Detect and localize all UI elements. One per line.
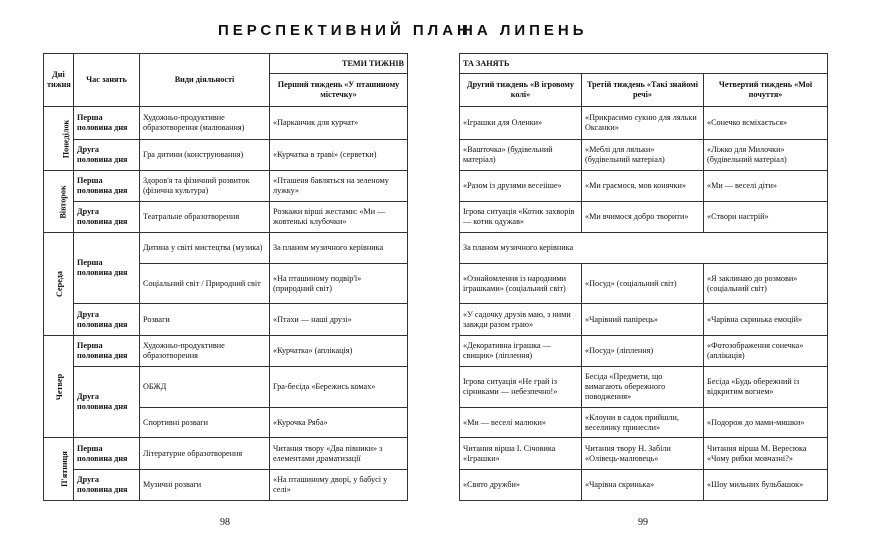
header-days: Дні тижня bbox=[44, 54, 74, 107]
activity-cell: Розваги bbox=[140, 304, 270, 336]
activity-cell: Художньо-продуктивне образотворення bbox=[140, 336, 270, 367]
half-second: Друга половина дня bbox=[74, 304, 140, 336]
week1-cell: «На пташиному подвір'ї» (природний світ) bbox=[270, 264, 408, 304]
plan-table-right bbox=[459, 53, 828, 501]
activity-cell: Спортивні розваги bbox=[140, 408, 270, 438]
half-second: Друга половина дня bbox=[74, 140, 140, 171]
week2-cell: «У садочку друзів маю, з ними завжди разом граю» bbox=[460, 304, 582, 336]
week1-cell: Гра-бесіда «Бережись комах» bbox=[270, 367, 408, 408]
half-first: Перша половина дня bbox=[74, 107, 140, 140]
week4-cell: «Ми — веселі діти» bbox=[704, 171, 828, 202]
activity-cell: ОБЖД bbox=[140, 367, 270, 408]
half-second: Друга половина дня bbox=[74, 202, 140, 233]
week4-cell: «Створи настрій» bbox=[704, 202, 828, 233]
day-friday: П'ятниця bbox=[44, 438, 74, 501]
page-title-right: НА ЛИПЕНЬ bbox=[462, 22, 588, 39]
week4-cell: «Фотозображення сонечка» (аплікація) bbox=[704, 336, 828, 367]
half-first: Перша половина дня bbox=[74, 438, 140, 470]
week4-cell: «Ліжко для Милочки» (будівельний матеріал) bbox=[704, 140, 828, 171]
week2-cell: Читання вірша І. Січовика «Іграшки» bbox=[460, 438, 582, 470]
week2-cell: «Ми — веселі малюки» bbox=[460, 408, 582, 438]
activity-cell: Гра дитини (конструювання) bbox=[140, 140, 270, 171]
week2-cell: «Разом із друзями весеііше» bbox=[460, 171, 582, 202]
header-week3: Третій тиждень «Такі знайомі речі» bbox=[582, 74, 704, 107]
week4-cell: «Подорож до мами-мишки» bbox=[704, 408, 828, 438]
page-title-left: ПЕРСПЕКТИВНИЙ ПЛАН bbox=[218, 22, 472, 39]
week3-cell: Читання твору Н. Забіли «Олівець-малювець» bbox=[582, 438, 704, 470]
activity-cell: Дитина у світі мистецтва (музика) bbox=[140, 233, 270, 264]
header-themes: ТЕМИ ТИЖНІВ bbox=[270, 54, 408, 74]
activity-cell: Музичні розваги bbox=[140, 470, 270, 501]
page-number-right: 99 bbox=[638, 517, 648, 528]
day-wednesday: Середа bbox=[44, 233, 74, 336]
day-tuesday: Вівторок bbox=[44, 171, 74, 233]
half-first: Перша половина дня bbox=[74, 233, 140, 304]
week1-cell: «Курчатка» (аплікація) bbox=[270, 336, 408, 367]
week3-cell: «Ми вчимося добро творити» bbox=[582, 202, 704, 233]
week3-cell: Бесіда «Предмети, що вимагають обережного поводження» bbox=[582, 367, 704, 408]
week3-cell: «Посуд» (ліплення) bbox=[582, 336, 704, 367]
week1-cell: «Курчатка в траві» (серветки) bbox=[270, 140, 408, 171]
week2-cell: «Ознайомлення із народними іграшками» (соціальний світ) bbox=[460, 264, 582, 304]
header-time: Час занять bbox=[74, 54, 140, 107]
activity-cell: Художньо-продуктивне образотворення (малювання) bbox=[140, 107, 270, 140]
day-monday: Понеділок bbox=[44, 107, 74, 171]
week1-cell: Розкажи вірші жестами: «Ми — жовтенькі клубочки» bbox=[270, 202, 408, 233]
week3-cell: «Чарівна скринька» bbox=[582, 470, 704, 501]
header-themes-cont: ТА ЗАНЯТЬ bbox=[460, 54, 828, 74]
activity-cell: Літературне образотворення bbox=[140, 438, 270, 470]
activity-cell: Соціальний світ / Природний світ bbox=[140, 264, 270, 304]
half-second: Друга половина дня bbox=[74, 367, 140, 438]
activity-cell: Здоров'я та фізичний розвиток (фізична культура) bbox=[140, 171, 270, 202]
week4-cell: «Шоу мильних бульбашок» bbox=[704, 470, 828, 501]
week2-cell: Ігрова ситуація «Котик захворів — котик одужав» bbox=[460, 202, 582, 233]
week1-cell: «Птахи — наші друзі» bbox=[270, 304, 408, 336]
week4-cell: «Я заклинаю до розмови» (соціальний світ) bbox=[704, 264, 828, 304]
week1-cell: «Пташеня бавляться на зеленому лужку» bbox=[270, 171, 408, 202]
week3-cell: «Чарівний папірець» bbox=[582, 304, 704, 336]
week3-cell: «Посуд» (соціальний світ) bbox=[582, 264, 704, 304]
header-week2: Другий тиждень «В ігровому колі» bbox=[460, 74, 582, 107]
week1-cell: «Курочка Ряба» bbox=[270, 408, 408, 438]
week3-cell: «Ми граємося, мов конячки» bbox=[582, 171, 704, 202]
music-span-cell: За планом музичного керівника bbox=[460, 233, 828, 264]
week4-cell: «Чарівна скринька емоцій» bbox=[704, 304, 828, 336]
week4-cell: Бесіда «Будь обережний із відкритим вогнем» bbox=[704, 367, 828, 408]
week1-cell: Читання твору «Два півники» з елементами драматизації bbox=[270, 438, 408, 470]
week2-cell: Ігрова ситуація «Не грай із сірниками — небезпечно!» bbox=[460, 367, 582, 408]
week2-cell: «Вашточка» (будівельний матеріал) bbox=[460, 140, 582, 171]
header-activity: Види діяльності bbox=[140, 54, 270, 107]
header-week4: Четвертий тиждень «Мої почуття» bbox=[704, 74, 828, 107]
header-week1: Перший тиждень «У пташиному містечку» bbox=[270, 74, 408, 107]
week2-cell: «Свято дружби» bbox=[460, 470, 582, 501]
week3-cell: «Клоуни в садок прийшли, веселинку принесли» bbox=[582, 408, 704, 438]
activity-cell: Театральне образотворення bbox=[140, 202, 270, 233]
week3-cell: «Прикрасимо сукню для ляльки Оксанки» bbox=[582, 107, 704, 140]
half-first: Перша половина дня bbox=[74, 336, 140, 367]
day-thursday: Четвер bbox=[44, 336, 74, 438]
week4-cell: Читання вірша М. Вересюка «Чому рибки мовчазні?» bbox=[704, 438, 828, 470]
half-first: Перша половина дня bbox=[74, 171, 140, 202]
week3-cell: «Меблі для ляльки» (будівельний матеріал) bbox=[582, 140, 704, 171]
week2-cell: «Декоративна іграшка — свищик» (ліплення) bbox=[460, 336, 582, 367]
week1-cell: За планом музичного керівника bbox=[270, 233, 408, 264]
week4-cell: «Сонечко всміхається» bbox=[704, 107, 828, 140]
half-second: Друга половина дня bbox=[74, 470, 140, 501]
week1-cell: «Парканчик для курчат» bbox=[270, 107, 408, 140]
week2-cell: «Іграшки для Оленки» bbox=[460, 107, 582, 140]
plan-table-left bbox=[43, 53, 408, 501]
page-number-left: 98 bbox=[220, 517, 230, 528]
week1-cell: «На пташиному дворі, у бабусі у селі» bbox=[270, 470, 408, 501]
